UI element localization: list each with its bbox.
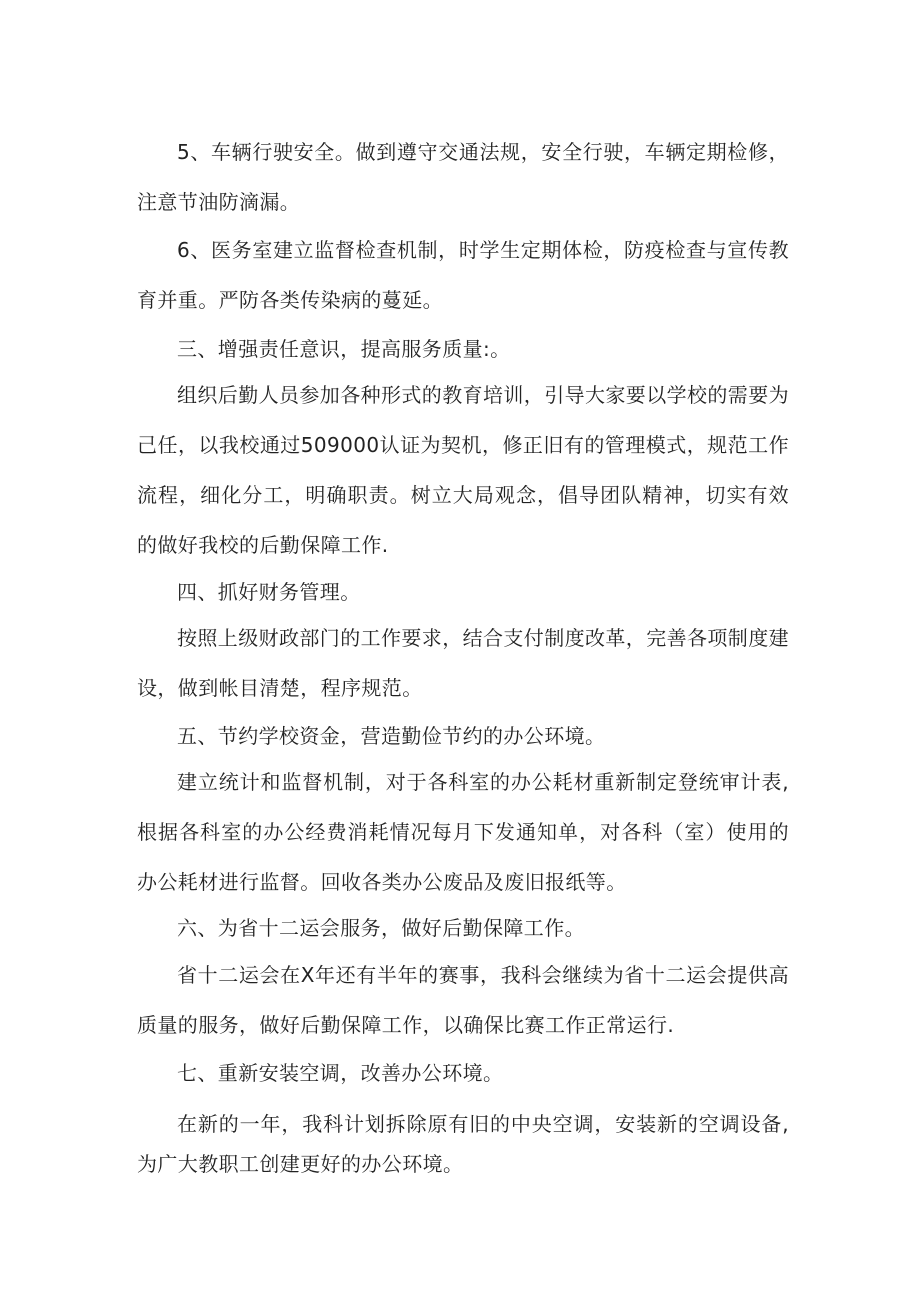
section-heading-games: 六、为省十二运会服务，做好后勤保障工作。 bbox=[177, 916, 585, 940]
paragraph-finance: 按照上级财政部门的工作要求，结合支付制度改革，完善各项制度建设，做到帐目清楚，程序规范。 bbox=[137, 626, 789, 700]
section-heading-air-conditioning: 七、重新安装空调，改善办公环境。 bbox=[177, 1061, 504, 1085]
paragraph-vehicle-safety: 5、车辆行驶安全。做到遵守交通法规，安全行驶，车辆定期检修，注意节油防滴漏。 bbox=[137, 140, 789, 214]
paragraph-air-conditioning: 在新的一年，我科计划拆除原有旧的中央空调，安装新的空调设备,为广大教职工创建更好的办公环境。 bbox=[137, 1112, 789, 1176]
section-heading-finance: 四、抓好财务管理。 bbox=[177, 580, 361, 604]
paragraph-training: 组织后勤人员参加各种形式的教育培训，引导大家要以学校的需要为己任，以我校通过509000认证为契机，修正旧有的管理模式，规范工作流程，细化分工，明确职责。树立大局观念，倡导团队精神，切实有效的做好我校的后勤保障工作. bbox=[137, 383, 789, 557]
paragraph-games: 省十二运会在X年还有半年的赛事，我科会继续为省十二运会提供高质量的服务，做好后勤保障工作，以确保比赛工作正常运行. bbox=[137, 963, 789, 1037]
section-heading-saving: 五、节约学校资金，营造勤俭节约的办公环境。 bbox=[177, 724, 606, 748]
section-heading-responsibility: 三、增强责任意识，提高服务质量:。 bbox=[177, 337, 511, 361]
paragraph-saving: 建立统计和监督机制，对于各科室的办公耗材重新制定登统审计表,根据各科室的办公经费消耗情况每月下发通知单，对各科（室）使用的办公耗材进行监督。回收各类办公废品及废旧报纸等。 bbox=[137, 770, 789, 894]
paragraph-medical-room: 6、医务室建立监督检查机制，时学生定期体检，防疫检查与宣传教育并重。严防各类传染病的蔓延。 bbox=[137, 238, 789, 312]
